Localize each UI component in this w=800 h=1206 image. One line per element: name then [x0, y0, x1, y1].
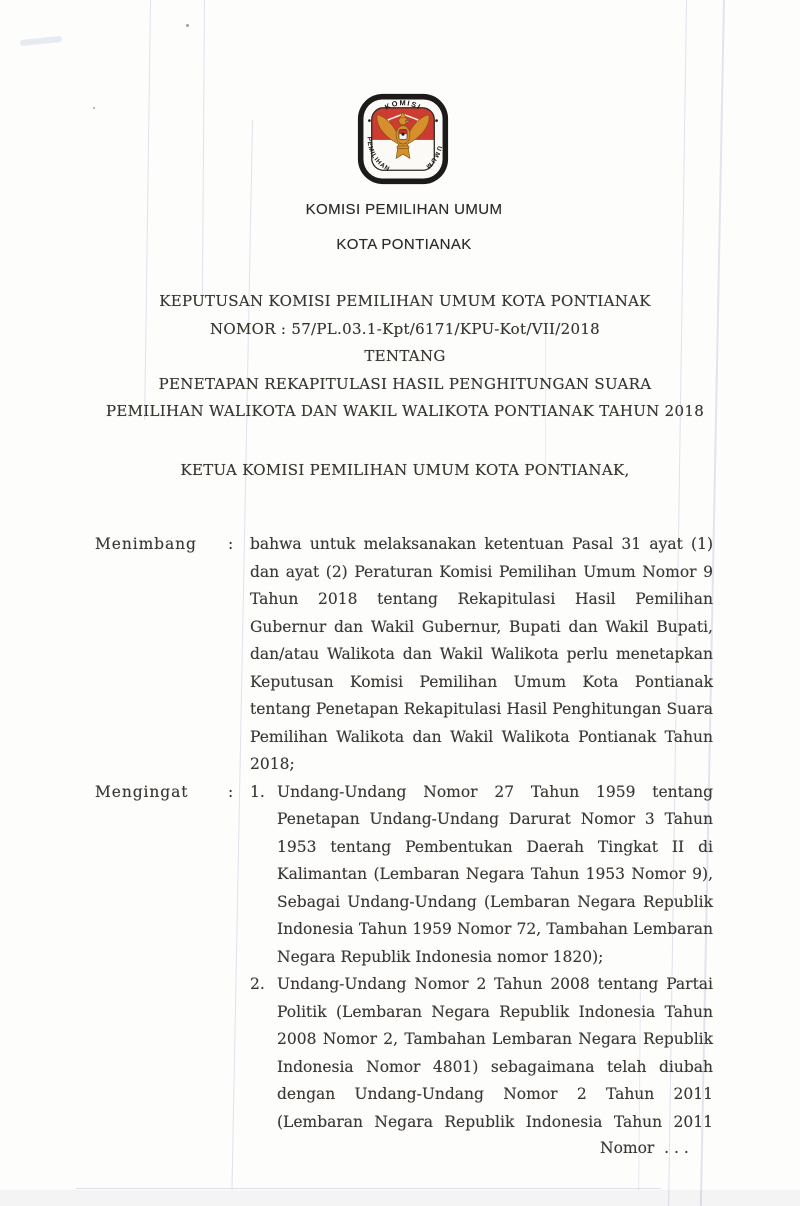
scan-speck: [186, 24, 189, 27]
decree-subject-line-2: PEMILIHAN WALIKOTA DAN WAKIL WALIKOTA PONTIANAK TAHUN 2018: [105, 402, 705, 420]
legal-basis-list: [250, 779, 713, 1137]
legal-item-1: [250, 779, 713, 972]
decree-body: [95, 531, 713, 1163]
scan-line: [202, 0, 205, 300]
mengingat-colon: :: [228, 782, 234, 801]
legal-item-text: Undang-Undang Nomor 27 Tahun 1959 tentang Penetapan Undang-Undang Darurat Nomor 3 Tahun 1953 tentang Pembentukan Daerah Tingkat II di Kalimantan (Lembaran Negara Tahun 1953 Nomor 9), Sebagai Undang-Undang (Lembaran Negara Republik Indonesia Tahun 1959 Nomor 72, Tambahan Lembaran Negara Republik Indonesia nomor 1820);: [277, 782, 713, 966]
menimbang-colon: :: [228, 535, 234, 553]
decree-title: KEPUTUSAN KOMISI PEMILIHAN UMUM KOTA PONTIANAK: [159, 292, 651, 310]
svg-text:KOMISI: KOMISI: [383, 98, 424, 112]
legal-item-text: Undang-Undang Nomor 2 Tahun 2008 tentang Partai Politik (Lembaran Negara Republik Indonesia Tahun 2008 Nomor 2, Tambahan Lembaran Negara Republik Indonesia Nomor 4801) sebagaimana telah diubah dengan Undang-Undang Nomor 2 Tahun 2011 (Lembaran Negara Republik Indonesia Tahun 2011: [277, 975, 713, 1131]
tentang-label: TENTANG: [364, 347, 446, 365]
decree-number: NOMOR : 57/PL.03.1-Kpt/6171/KPU-Kot/VII/2018: [209, 319, 601, 338]
svg-text:PEMILIHAN: PEMILIHAN: [365, 136, 392, 174]
section-menimbang: [95, 531, 713, 779]
mengingat-label: Mengingat: [95, 782, 189, 801]
decree-subject-line-1: PENETAPAN REKAPITULASI HASIL PENGHITUNGAN SUARA: [158, 374, 652, 393]
org-name: KOMISI PEMILIHAN UMUM: [305, 201, 503, 218]
scan-line: [76, 1188, 661, 1189]
page-catchword: Nomor . . .: [600, 1139, 689, 1157]
legal-item-number: 1.: [250, 782, 265, 801]
scan-smudge: [20, 36, 62, 46]
logo-dot-right: [435, 119, 438, 122]
decree-title-block: [5, 288, 800, 426]
legal-item-2: [250, 971, 713, 1136]
svg-text:UMUM: UMUM: [423, 145, 443, 171]
legal-item-number: 2.: [250, 975, 265, 993]
logo-dot-left: [368, 119, 371, 122]
menimbang-label: Menimbang: [95, 535, 197, 553]
kpu-logo: [357, 93, 449, 185]
garuda-chest-shield: [399, 129, 407, 139]
org-city: KOTA PONTIANAK: [336, 236, 472, 253]
salutation: KETUA KOMISI PEMILIHAN UMUM KOTA PONTIANAK,: [180, 461, 630, 479]
menimbang-paragraph: bahwa untuk melaksanakan ketentuan Pasal 31 ayat (1) dan ayat (2) Peraturan Komisi Pemilihan Umum Nomor 9 Tahun 2018 tentang Rekapitulasi Hasil Pemilihan Gubernur dan Wakil Gubernur, Bupati dan Wakil Bupati, dan/atau Walikota dan Wakil Walikota perlu menetapkan Keputusan Komisi Pemilihan Umum Kota Pontianak tentang Penetapan Rekapitulasi Hasil Penghitungan Suara Pemilihan Walikota dan Wakil Walikota Pontianak Tahun 2018;: [250, 535, 713, 773]
scan-edge-shadow: [0, 1190, 800, 1206]
section-mengingat: [95, 779, 713, 1137]
scan-speck: [93, 107, 95, 109]
